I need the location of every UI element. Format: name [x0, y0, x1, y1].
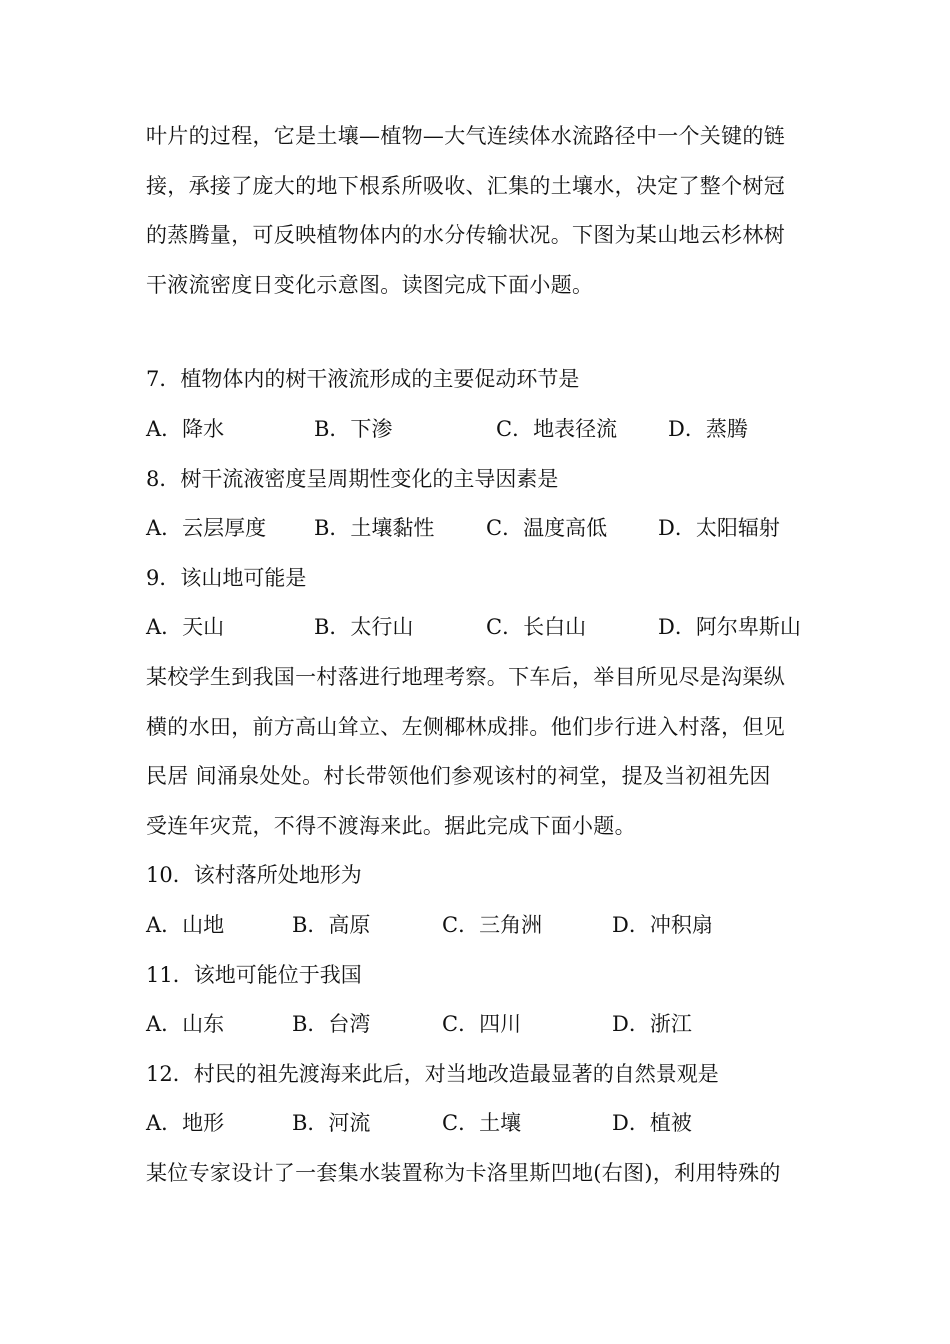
question-9-options	[146, 603, 816, 653]
option-d: D．浙江	[612, 1012, 692, 1037]
option-a: A．山东	[146, 1012, 225, 1037]
question-11-options	[146, 1000, 816, 1050]
option-d: D．阿尔卑斯山	[658, 615, 801, 640]
option-a: A．天山	[146, 615, 225, 640]
option-b: B．太行山	[314, 615, 414, 640]
question-11-stem: 11．该地可能位于我国	[146, 962, 362, 987]
question-12-options	[146, 1099, 816, 1149]
option-c: C．地表径流	[496, 416, 618, 441]
question-12-stem: 12．村民的祖先渡海来此后，对当地改造最显著的自然景观是	[146, 1061, 719, 1086]
paragraph-line: 的蒸腾量，可反映植物体内的水分传输状况。下图为某山地云杉林树	[146, 223, 785, 248]
option-d: D．冲积扇	[612, 912, 713, 937]
paragraph-line: 民居 间涌泉处处。村长带领他们参观该村的祠堂，提及当初祖先因	[146, 764, 771, 789]
option-b: B．台湾	[292, 1012, 371, 1037]
intro-paragraph	[146, 112, 816, 310]
paragraph-line: 接，承接了庞大的地下根系所吸收、汇集的土壤水，决定了整个树冠	[146, 173, 785, 198]
question-10-stem: 10．该村落所处地形为	[146, 863, 362, 888]
paragraph-line: 叶片的过程，它是土壤—植物—大气连续体水流路径中一个关键的链	[146, 124, 785, 148]
paragraph-line: 某位专家设计了一套集水装置称为卡洛里斯凹地(右图)，利用特殊的	[146, 1160, 781, 1185]
village-paragraph	[146, 653, 816, 851]
option-c: C．长白山	[486, 615, 587, 640]
paragraph-line: 横的水田，前方高山耸立、左侧椰林成排。他们步行进入村落，但见	[146, 714, 785, 739]
option-c: C．温度高低	[486, 516, 608, 541]
figure-gap	[146, 310, 816, 355]
option-a: A．降水	[146, 416, 225, 441]
option-d: D．植被	[612, 1111, 692, 1136]
option-a: A．山地	[146, 912, 225, 937]
option-a: A．地形	[146, 1111, 225, 1136]
option-d: D．蒸腾	[668, 416, 748, 441]
question-8-stem: 8．树干流液密度呈周期性变化的主导因素是	[146, 466, 559, 491]
paragraph-line: 某校学生到我国一村落进行地理考察。下车后，举目所见尽是沟渠纵	[146, 664, 785, 689]
option-c: C．三角洲	[442, 912, 543, 937]
question-9-stem: 9．该山地可能是	[146, 565, 307, 590]
option-d: D．太阳辐射	[658, 516, 780, 541]
question-10-options	[146, 901, 816, 951]
option-b: B．土壤黏性	[314, 516, 435, 541]
question-7-options	[146, 405, 816, 455]
option-b: B．河流	[292, 1111, 371, 1136]
option-b: B．下渗	[314, 416, 393, 441]
option-b: B．高原	[292, 912, 371, 937]
paragraph-line: 干液流密度日变化示意图。读图完成下面小题。	[146, 272, 594, 297]
question-8-options	[146, 504, 816, 554]
question-7-stem: 7．植物体内的树干液流形成的主要促动环节是	[146, 367, 580, 392]
document-page	[146, 112, 816, 1198]
option-c: C．土壤	[442, 1111, 522, 1136]
option-a: A．云层厚度	[146, 516, 267, 541]
option-c: C．四川	[442, 1012, 522, 1037]
collector-paragraph	[146, 1149, 816, 1199]
paragraph-line: 受连年灾荒，不得不渡海来此。据此完成下面小题。	[146, 813, 636, 838]
